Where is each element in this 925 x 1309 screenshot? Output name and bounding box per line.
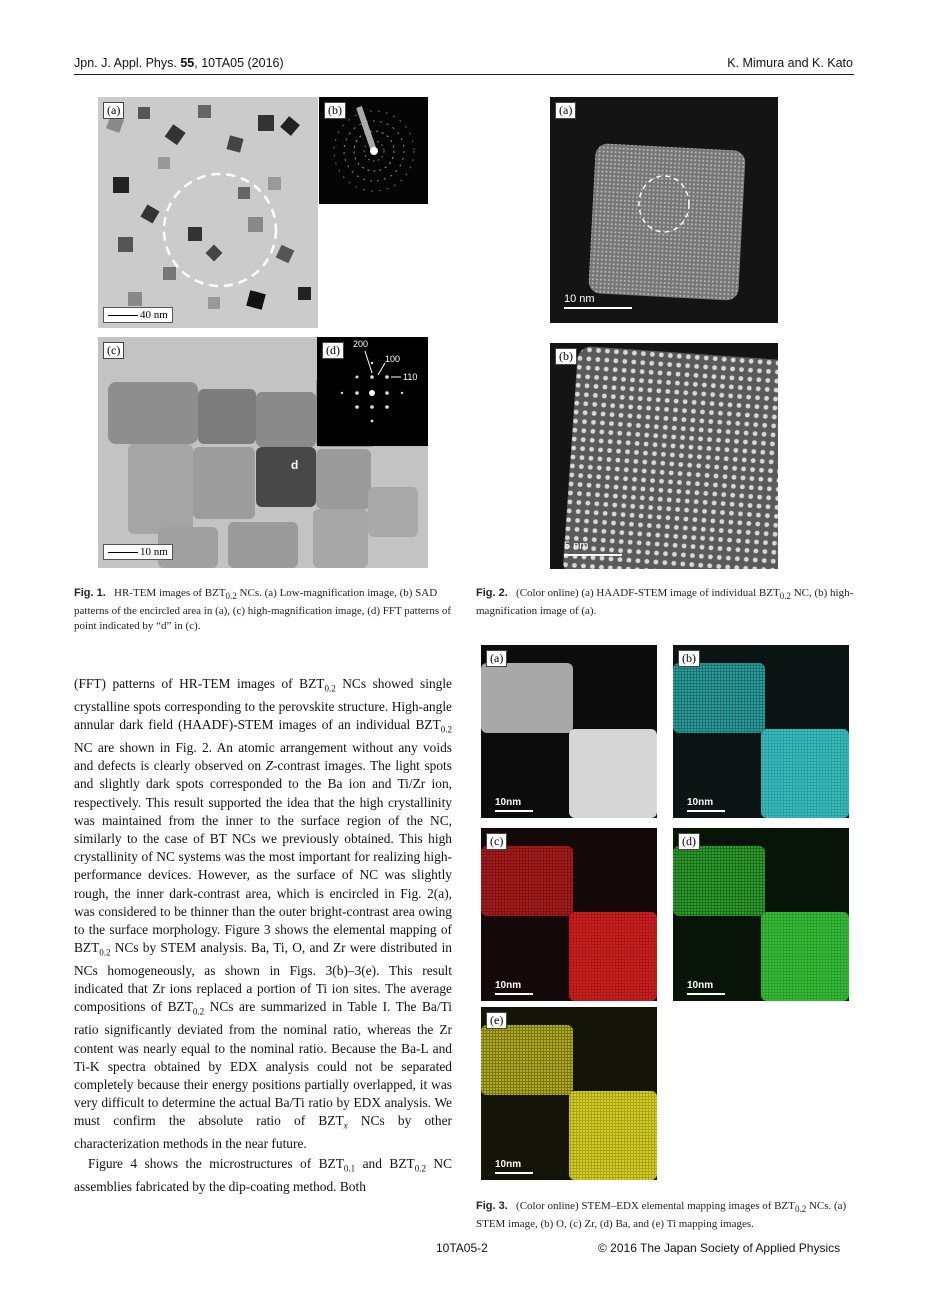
fig2-panel-b	[550, 343, 778, 569]
fig3-label-b: (b)	[678, 650, 700, 667]
fig3-label-a: (a)	[486, 650, 507, 667]
fig3b-scalebar: 10nm	[687, 797, 725, 812]
fig1-label-a: (a)	[103, 102, 124, 119]
fig2-label-b: (b)	[555, 348, 577, 365]
fig3-label-e: (e)	[486, 1012, 507, 1029]
fig1-label-d: (d)	[322, 342, 344, 359]
fig3-panel-c	[481, 828, 657, 1001]
fig2-label-a: (a)	[555, 102, 576, 119]
running-header-journal: Jpn. J. Appl. Phys. 55, 10TA05 (2016)	[74, 56, 284, 70]
fig2-caption: Fig. 2. (Color online) (a) HAADF-STEM image of individual $BZT_{0.2}$ NC, (b) high-magnification image of (a).	[476, 587, 854, 618]
fft-label-110: 110	[403, 372, 418, 382]
fig3c-zirconium-map	[481, 828, 657, 1001]
fig3-panel-b	[673, 645, 849, 818]
fig1c-marker-d: d	[291, 458, 299, 472]
fig1-panel-a	[98, 97, 318, 328]
body-paragraph-1: (FFT) patterns of HR-TEM images of $BZT_{0.2}$ NCs showed single crystalline spots corresponding to the perovskite structure. High-angle annular dark field (HAADF)-STEM images of an individual $BZT_{0.2}$ NC are shown in Fig. 2. An atomic arrangement without any voids and defects is clearly observed on Z-contrast images. The light spots and slightly dark spots corresponded to the Ba ion and Ti/Zr ion, respectively. This result supported the idea that the high crystallinity was maintained from the inner to the surface region of the NC, similarly to the case of BT NCs we previously obtained. This high crystallinity of NC systems was the most important for realizing high-performance devices. However, as the surface of NC was slightly rough, the inner dark-contrast area, which is encircled in Fig. 2(a), was considered to be thinner than the outer bright-contrast area owing to the surface morphology. Figure 3 shows the elemental mapping of $BZT_{0.2}$ NCs by STEM analysis. Ba, Ti, O, and Zr were distributed in NCs homogeneously, as shown in Figs. 3(b)–3(e). This result indicated that Zr ions replaced a portion of Ti ion sites. The average compositions of $BZT_{0.2}$ NCs are summarized in Table I. The Ba/Ti ratio significantly deviated from the nominal ratio, whereas the Zr content was nearly equal to the nominal ratio. Because the Ba-L and Ti-K spectra obtained by EDX analysis could not be separated completely because their energy positions partially overlapped, it was very difficult to determine the actual Ba/Ti ratio by EDX analysis. We must confirm the absolute ratio of $BZT_x$ NCs by other characterization methods in the near future.	[74, 676, 453, 1152]
fig3-panel-a	[481, 645, 657, 818]
fig3a-stem-image	[481, 645, 657, 818]
fig3b-oxygen-map	[673, 645, 849, 818]
fig3d-scalebar: 10nm	[687, 980, 725, 995]
running-header-authors: K. Mimura and K. Kato	[727, 56, 853, 70]
fig3-panel-e	[481, 1007, 657, 1180]
fig3e-scalebar: 10nm	[495, 1159, 533, 1174]
fig1a-tem-image	[98, 97, 318, 328]
fig2b-scalebar: 5 nm	[564, 540, 622, 556]
body-paragraph-2: Figure 4 shows the microstructures of $BZT_{0.1}$ and $BZT_{0.2}$ NC assemblies fabricated by the dip-coating method. Both	[74, 1156, 453, 1195]
fig3d-barium-map	[673, 828, 849, 1001]
fig3e-titanium-map	[481, 1007, 657, 1180]
fig1c-scalebar: 10 nm	[103, 544, 173, 560]
copyright: © 2016 The Japan Society of Applied Physics	[598, 1241, 841, 1255]
fig2-panel-a	[550, 97, 778, 323]
body-text	[74, 675, 452, 1197]
fig3-label-d: (d)	[678, 833, 700, 850]
header-rule	[74, 74, 854, 75]
fig1a-scalebar: 40 nm	[103, 307, 173, 323]
fft-label-200: 200	[353, 339, 369, 349]
fig1-label-b: (b)	[324, 102, 346, 119]
fig2a-haadf-image	[550, 97, 778, 323]
fig1-panel-b	[319, 97, 428, 204]
fig2a-scalebar: 10 nm	[564, 293, 632, 309]
page-number: 10TA05-2	[436, 1241, 488, 1255]
fig1-caption: Fig. 1. HR-TEM images of $BZT_{0.2}$ NCs. (a) Low-magnification image, (b) SAD patterns of the encircled area in (a), (c) high-magnification image, (d) FFT patterns of point indicated by “d” in (c).	[74, 587, 452, 633]
fig1-panel-d	[317, 337, 428, 446]
fig3a-scalebar: 10nm	[495, 797, 533, 812]
fig3-label-c: (c)	[486, 833, 507, 850]
fig3c-scalebar: 10nm	[495, 980, 533, 995]
fig1-label-c: (c)	[103, 342, 124, 359]
fig3-panel-d	[673, 828, 849, 1001]
fig2b-haadf-image	[550, 343, 778, 569]
fft-label-100: 100	[385, 354, 401, 364]
fig3-caption: Fig. 3. (Color online) STEM–EDX elemental mapping images of $BZT_{0.2}$ NCs. (a) STEM image, (b) O, (c) Zr, (d) Ba, and (e) Ti mapping images.	[476, 1200, 847, 1231]
